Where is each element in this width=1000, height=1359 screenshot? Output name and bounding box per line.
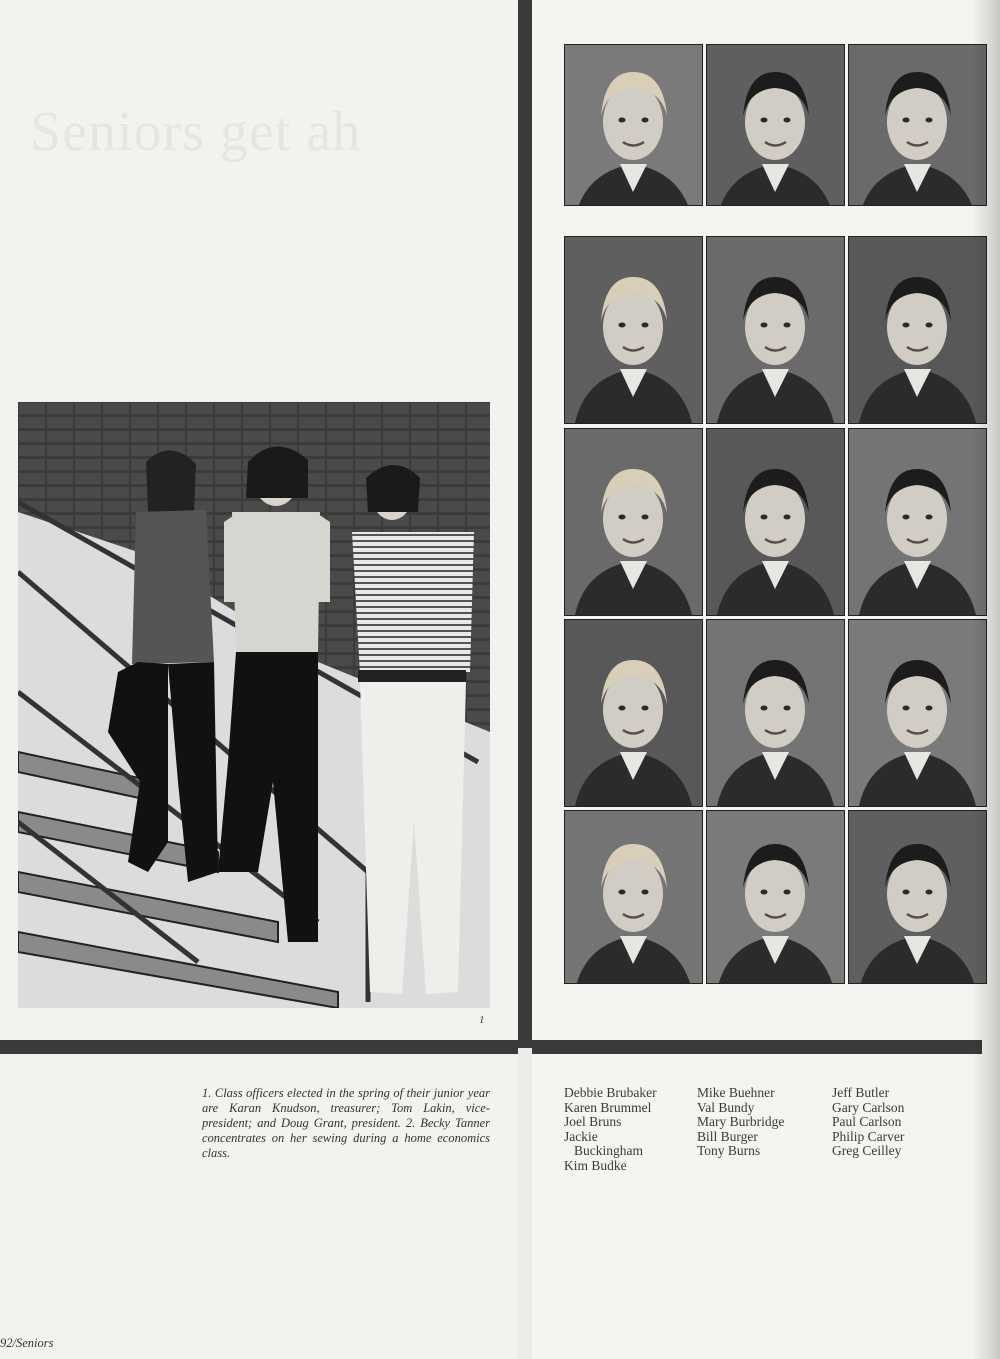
name-item: Kim Budke bbox=[564, 1157, 627, 1173]
senior-portrait bbox=[706, 428, 845, 616]
name-item: Buckingham bbox=[574, 1143, 643, 1159]
name-item: Mike Buehner bbox=[697, 1085, 775, 1100]
names-column-3 bbox=[832, 1086, 904, 1159]
senior-portrait bbox=[848, 619, 987, 807]
class-officers-photo bbox=[18, 402, 490, 1008]
gutter-rule bbox=[518, 0, 532, 1048]
photo-caption: 1. Class officers elected in the spring of their junior year are Karan Knudson, treasurer; Tom Lakin, vice-president; and Doug Grant, president. 2. Becky Tanner concentrates on her sewing during a home economics class. bbox=[202, 1086, 490, 1160]
name-item: Bill Burger bbox=[697, 1128, 758, 1144]
name-item: Gary Carlson bbox=[832, 1099, 905, 1115]
horizontal-rule-right bbox=[532, 1040, 982, 1054]
senior-portrait bbox=[564, 619, 703, 807]
name-item: Mary Burbridge bbox=[697, 1114, 785, 1130]
senior-portrait bbox=[564, 810, 703, 984]
photo-number: 1 bbox=[479, 1014, 485, 1026]
name-item: Greg Ceilley bbox=[832, 1143, 902, 1159]
senior-portrait bbox=[564, 236, 703, 424]
names-column-1 bbox=[564, 1086, 657, 1174]
page-folio: 92/Seniors bbox=[0, 1336, 54, 1350]
name-item: Philip Carver bbox=[832, 1128, 905, 1144]
senior-portrait bbox=[848, 428, 987, 616]
senior-portrait bbox=[706, 44, 845, 206]
name-item: Joel Bruns bbox=[564, 1114, 622, 1130]
senior-portrait bbox=[848, 810, 987, 984]
name-item: Debbie Brubaker bbox=[564, 1085, 657, 1100]
name-item: Val Bundy bbox=[697, 1099, 755, 1115]
senior-portrait bbox=[564, 44, 703, 206]
senior-portrait bbox=[564, 428, 703, 616]
senior-portrait bbox=[848, 44, 987, 206]
names-column-2 bbox=[697, 1086, 784, 1159]
name-item: Paul Carlson bbox=[832, 1114, 902, 1130]
name-item: Tony Burns bbox=[697, 1143, 761, 1159]
name-item: Karen Brummel bbox=[564, 1099, 652, 1115]
senior-portrait bbox=[706, 810, 845, 984]
ghost-title: Seniors get ah bbox=[30, 101, 362, 163]
name-item: Jackie bbox=[564, 1128, 598, 1144]
page-edge-shadow bbox=[972, 0, 1000, 1359]
senior-portrait bbox=[848, 236, 987, 424]
senior-portrait bbox=[706, 236, 845, 424]
horizontal-rule-left bbox=[0, 1040, 518, 1054]
senior-portrait bbox=[706, 619, 845, 807]
name-item: Jeff Butler bbox=[832, 1085, 890, 1100]
